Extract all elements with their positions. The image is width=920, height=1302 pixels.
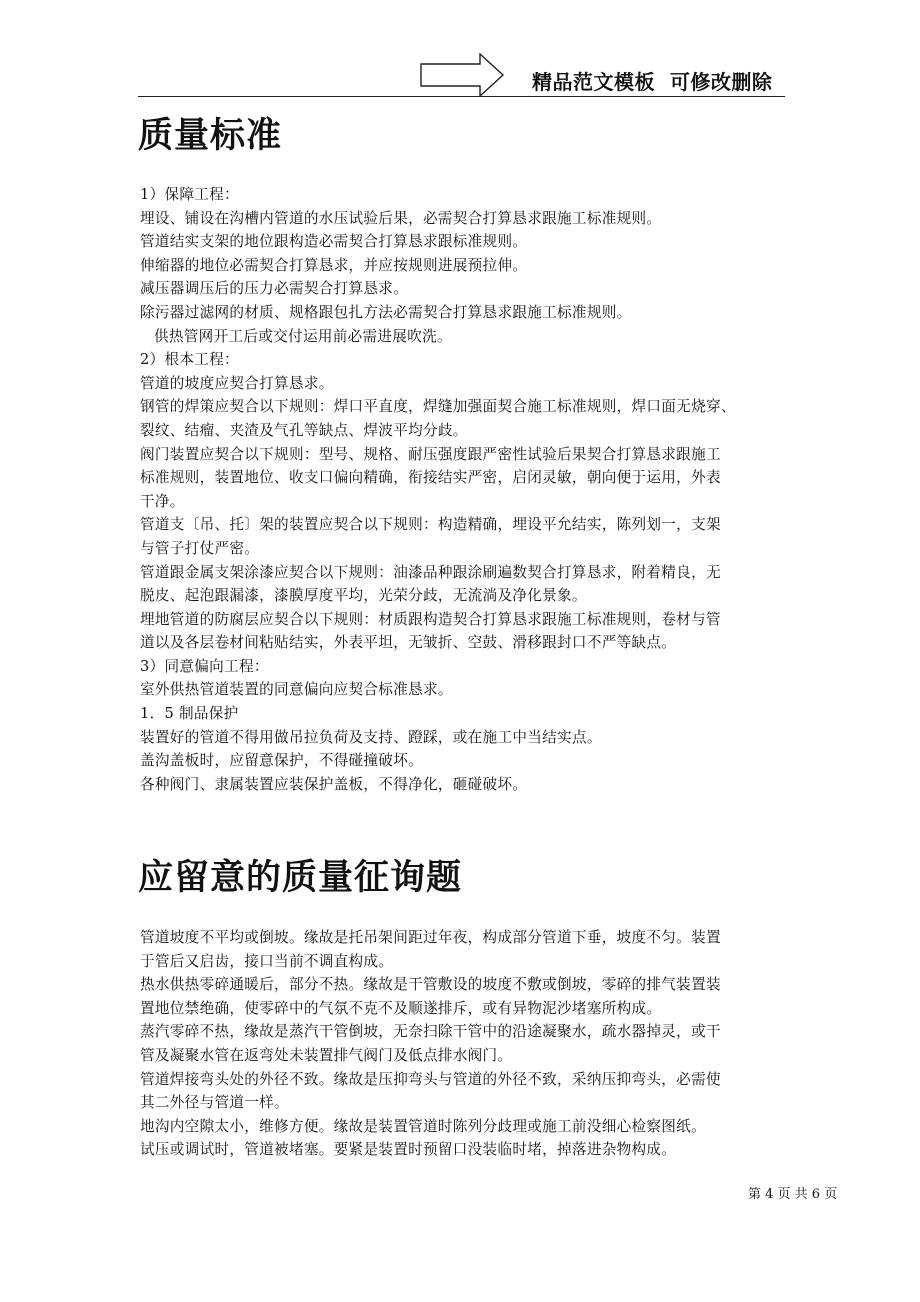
paragraph-line: 减压器调压后的压力必需契合打算恳求。 <box>140 280 409 298</box>
paragraph-line: 道以及各层卷材间粘贴结实，外表平坦，无皱折、空鼓、滑移跟封口不严等缺点。 <box>140 634 677 652</box>
paragraph-line: 于管后又启齿，接口当前不调直构成。 <box>140 952 394 970</box>
paragraph-line: 2）根本工程： <box>140 351 239 369</box>
paragraph-line: 管道焊接弯头处的外径不致。缘故是压抑弯头与管道的外径不致，采纳压抑弯头，必需使 <box>140 1070 721 1088</box>
section-title-quality-issues: 应留意的质量征询题 <box>138 858 463 898</box>
paragraph-line: 管道支〔吊、托〕架的装置应契合以下规则：构造精确，埋设平允结实，陈列划一，支架 <box>140 516 721 534</box>
paragraph-line: 盖沟盖板时，应留意保护，不得碰撞破坏。 <box>140 752 423 770</box>
paragraph-line: 室外供热管道装置的同意偏向应契合标准恳求。 <box>140 681 453 699</box>
paragraph-line: 各种阀门、隶属装置应装保护盖板，不得净化，砸碰破坏。 <box>140 775 528 793</box>
paragraph-line: 干净。 <box>140 492 185 510</box>
page-number: 第 4 页 共 6 页 <box>748 1187 838 1202</box>
paragraph-line: 阀门装置应契合以下规则：型号、规格、耐压强度跟严密性试验后果契合打算恳求跟施工 <box>140 445 721 463</box>
paragraph-line: 裂纹、结瘤、夹渣及气孔等缺点、焊波平均分歧。 <box>140 421 468 439</box>
section-title-quality-standards: 质量标准 <box>138 116 283 156</box>
paragraph-line: 埋设、铺设在沟槽内管道的水压试验后果，必需契合打算恳求跟施工标准规则。 <box>140 209 662 227</box>
paragraph-line: 管道的坡度应契合打算恳求。 <box>140 374 334 392</box>
paragraph-line: 其二外径与管道一样。 <box>140 1094 289 1112</box>
paragraph-line: 1）保障工程： <box>140 186 239 203</box>
paragraph-line: 埋地管道的防腐层应契合以下规则：材质跟构造契合打算恳求跟施工标准规则，卷材与管 <box>140 610 721 628</box>
paragraph-line: 标准规则，装置地位、收支口偏向精确，衔接结实严密，启闭灵敏，朝向便于运用，外表 <box>140 469 721 487</box>
section-body-quality-standards <box>140 183 790 796</box>
paragraph-line: 钢管的焊策应契合以下规则：焊口平直度，焊缝加强面契合施工标准规则，焊口面无烧穿、 <box>140 398 736 416</box>
header-divider <box>138 96 785 97</box>
paragraph-line: 管道结实支架的地位跟构造必需契合打算恳求跟标准规则。 <box>140 233 528 251</box>
paragraph-line: 供热管网开工后或交付运用前必需进展吹洗。 <box>154 327 452 345</box>
paragraph-line: 3）同意偏向工程： <box>140 657 269 675</box>
paragraph-line: 伸缩器的地位必需契合打算恳求，并应按规则进展预拉伸。 <box>140 256 528 274</box>
paragraph-line: 置地位禁绝确，使零碎中的气氛不克不及顺遂排斥，或有异物泥沙堵塞所构成。 <box>140 999 662 1017</box>
paragraph-line: 试压或调试时，管道被堵塞。要紧是装置时预留口没装临时堵，掉落进杂物构成。 <box>140 1141 677 1159</box>
paragraph-line: 蒸汽零碎不热，缘故是蒸汽干管倒坡，无奈扫除干管中的沿途凝聚水，疏水器掉灵，或干 <box>140 1023 721 1041</box>
paragraph-line: 装置好的管道不得用做吊拉负荷及支持、蹬踩，或在施工中当结实点。 <box>140 728 602 746</box>
paragraph-line: 地沟内空隙太小，维修方便。缘故是装置管道时陈列分歧理或施工前没细心检察图纸。 <box>140 1117 706 1135</box>
paragraph-line: 1．5 制品保护 <box>140 705 239 723</box>
paragraph-line: 管及凝聚水管在返弯处未装置排气阀门及低点排水阀门。 <box>140 1046 513 1064</box>
arrow-right-icon <box>420 53 505 97</box>
header-label: 精品范文模板 可修改删除 <box>532 70 773 94</box>
paragraph-line: 管道跟金属支架涂漆应契合以下规则：油漆品种跟涂刷遍数契合打算恳求，附着精良，无 <box>140 563 721 581</box>
paragraph-line: 热水供热零碎通暖后，部分不热。缘故是干管敷设的坡度不敷或倒坡，零碎的排气装置装 <box>140 976 721 994</box>
paragraph-line: 除污器过滤网的材质、规格跟包扎方法必需契合打算恳求跟施工标准规则。 <box>140 303 632 321</box>
paragraph-line: 管道坡度不平均或倒坡。缘故是托吊架间距过年夜，构成部分管道下垂，坡度不匀。装置 <box>140 929 721 946</box>
paragraph-line: 与管子打仗严密。 <box>140 539 260 557</box>
paragraph-line: 脱皮、起泡跟漏漆，漆膜厚度平均，光荣分歧，无流淌及净化景象。 <box>140 587 587 605</box>
section-body-quality-issues <box>140 926 790 1162</box>
